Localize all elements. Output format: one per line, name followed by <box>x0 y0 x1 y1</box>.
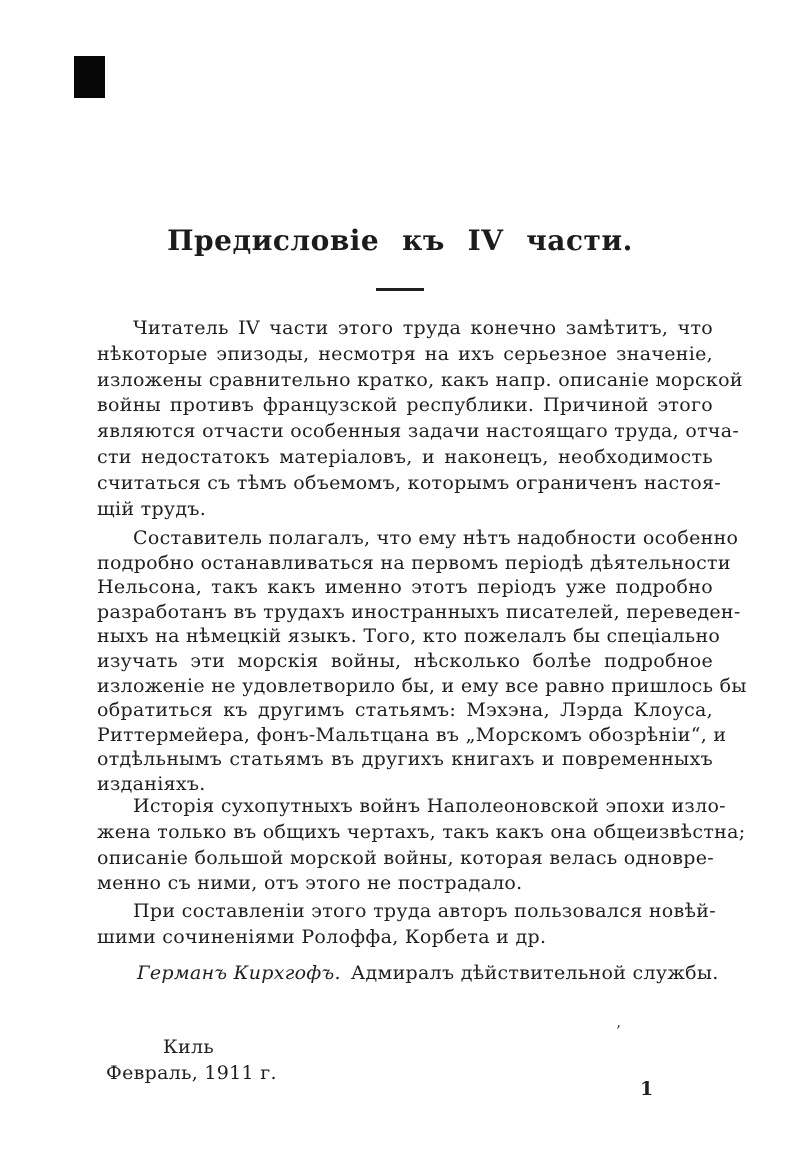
date-line: Февраль, 1911 г. <box>106 1062 277 1084</box>
text-line: Читатель IV части этого труда конечно замѣтитъ, что <box>133 317 713 339</box>
scan-artifact-blot <box>74 56 105 98</box>
text-line: подробно останавливаться на первомъ періодѣ дѣятельности <box>97 551 731 574</box>
body-paragraph-1 <box>97 316 743 522</box>
text-line: шими сочиненіями Ролоффа, Корбета и др. <box>97 925 547 948</box>
text-line: щій трудъ. <box>97 497 207 520</box>
text-line: Нельсона, такъ какъ именно этотъ періодъ уже подробно <box>97 576 713 599</box>
place-line: Киль <box>163 1036 214 1058</box>
text-line: изложены сравнительно кратко, какъ напр. описаніе морской <box>97 368 743 391</box>
signature-role: Адмиралъ дѣйствительной службы. <box>350 962 719 984</box>
text-line: При составленіи этого труда авторъ пользовался новѣй- <box>133 900 716 922</box>
signature-name: Германъ Кирхгофъ. <box>137 962 341 984</box>
signature-line <box>137 962 717 984</box>
text-line: разработанъ въ трудахъ иностранныхъ писателей, переведен- <box>97 600 741 623</box>
text-line: жена только въ общихъ чертахъ, такъ какъ она общеизвѣстна; <box>97 820 746 843</box>
page-number: 1 <box>640 1078 654 1100</box>
text-line: изложеніе не удовлетворило бы, и ему все равно пришлось бы <box>97 674 747 697</box>
text-line: Риттермейера, фонъ-Мальтцана въ „Морскомъ обозрѣніи“, и <box>97 723 727 746</box>
text-line: ныхъ на нѣмецкій языкъ. Того, кто пожелалъ бы спеціально <box>97 625 721 648</box>
text-line: нѣкоторые эпизоды, несмотря на ихъ серьезное значеніе, <box>97 342 713 365</box>
text-line: считаться съ тѣмъ объемомъ, которымъ ограниченъ настоя- <box>97 471 721 494</box>
text-line: отдѣльнымъ статьямъ въ другихъ книгахъ и повременныхъ <box>97 748 713 771</box>
stray-mark: ’ <box>616 1022 622 1040</box>
body-paragraph-3 <box>97 794 746 897</box>
text-line: изданіяхъ. <box>97 772 206 795</box>
text-line: сти недостатокъ матеріаловъ, и наконецъ, необходимость <box>97 445 713 468</box>
text-line: обратиться къ другимъ статьямъ: Мэхэна, Лэрда Клоуса, <box>97 699 713 722</box>
text-line: описаніе большой морской войны, которая велась одновре- <box>97 846 714 869</box>
body-paragraph-4 <box>97 899 716 951</box>
text-line: изучать эти морскія войны, нѣсколько болѣе подробное <box>97 649 713 672</box>
text-line: Исторія сухопутныхъ войнъ Наполеоновской эпохи изло- <box>133 795 726 817</box>
text-line: являются отчасти особенныя задачи настоящаго труда, отча- <box>97 420 740 443</box>
text-line: Составитель полагалъ, что ему нѣтъ надобности особенно <box>133 527 739 549</box>
body-paragraph-2 <box>97 526 747 797</box>
page-title: Предисловіе къ IV части. <box>167 224 633 257</box>
section-divider-rule <box>376 288 424 291</box>
text-line: войны противъ французской республики. Причиной этого <box>97 394 713 417</box>
text-line: менно съ ними, отъ этого не пострадало. <box>97 872 523 895</box>
